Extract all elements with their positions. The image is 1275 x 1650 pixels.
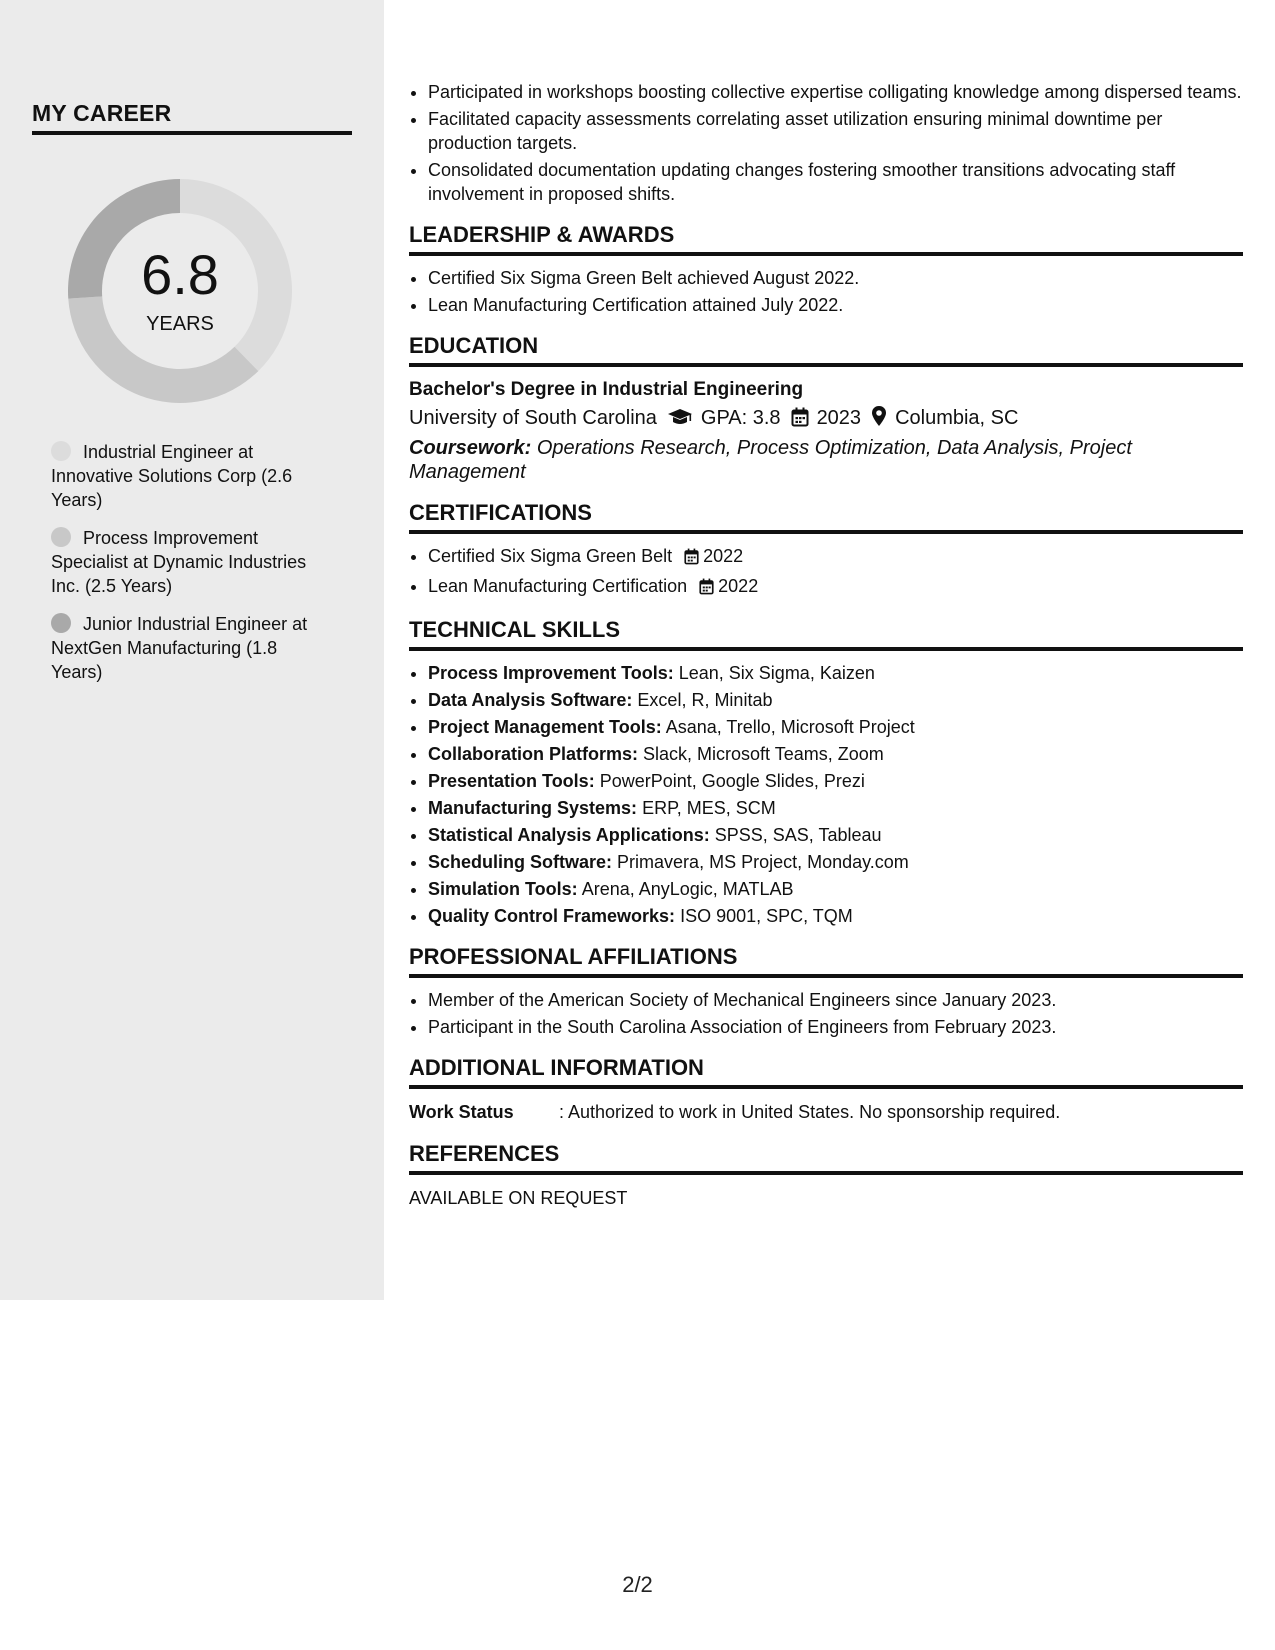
certification-name: Certified Six Sigma Green Belt <box>428 546 673 566</box>
certification-item <box>428 544 1243 571</box>
education-year: 2023 <box>816 407 862 429</box>
education-coursework <box>409 436 1243 484</box>
skill-label: Collaboration Platforms: <box>428 744 639 764</box>
skill-label: Quality Control Frameworks: <box>428 906 676 926</box>
education-gpa: GPA: 3.8 <box>700 407 781 429</box>
skill-value: SPSS, SAS, Tableau <box>714 825 882 845</box>
leadership-item: • Lean Manufacturing Certification attained July 2022. <box>428 293 1243 317</box>
page-number: 2/2 <box>622 1572 653 1597</box>
leadership-list <box>409 266 1243 317</box>
skill-value: PowerPoint, Google Slides, Prezi <box>599 771 865 791</box>
skill-item <box>428 850 1243 874</box>
affiliations-title: PROFESSIONAL AFFILIATIONS <box>409 944 1243 978</box>
certification-year: 2022 <box>718 576 759 596</box>
sidebar-title: MY CAREER <box>32 100 352 135</box>
skill-label: Manufacturing Systems: <box>428 798 638 818</box>
education-title: EDUCATION <box>409 333 1243 367</box>
career-item-text: Process Improvement Specialist at Dynamic Industries Inc. (2.5 Years) <box>51 528 307 596</box>
skill-label: Simulation Tools: <box>428 879 578 899</box>
coursework-label: Coursework: <box>409 437 532 459</box>
career-item <box>51 526 331 598</box>
skill-label: Process Improvement Tools: <box>428 663 674 683</box>
map-pin-icon <box>871 405 887 436</box>
certifications-title: CERTIFICATIONS <box>409 500 1243 534</box>
work-status-value: : Authorized to work in United States. No sponsorship required. <box>559 1102 1061 1122</box>
career-item-text: Industrial Engineer at Innovative Solutions Corp (2.6 Years) <box>51 442 293 510</box>
work-status-row <box>409 1099 1243 1125</box>
references-title: REFERENCES <box>409 1141 1243 1175</box>
skill-value: Primavera, MS Project, Monday.com <box>617 852 909 872</box>
career-dot-1 <box>51 527 71 547</box>
skill-item <box>428 823 1243 847</box>
certification-name: Lean Manufacturing Certification <box>428 576 688 596</box>
skills-title: TECHNICAL SKILLS <box>409 617 1243 651</box>
experience-bullet: • Participated in workshops boosting collective expertise colligating knowledge among dispersed teams. <box>428 80 1243 104</box>
work-status-label: Work Status <box>409 1102 514 1122</box>
career-dot-2 <box>51 613 71 633</box>
education-degree: Bachelor's Degree in Industrial Engineering <box>409 379 804 400</box>
education-school: University of South Carolina <box>409 407 657 429</box>
certification-year: 2022 <box>703 546 744 566</box>
leadership-title: LEADERSHIP & AWARDS <box>409 222 1243 256</box>
certification-item <box>428 574 1243 601</box>
skill-item <box>428 877 1243 901</box>
coursework-value: Operations Research, Process Optimization, Data Analysis, Project Management <box>409 437 1132 483</box>
additional-info-title: ADDITIONAL INFORMATION <box>409 1055 1243 1089</box>
skill-value: Excel, R, Minitab <box>637 690 773 710</box>
references-text: AVAILABLE ON REQUEST <box>409 1188 628 1208</box>
skill-label: Data Analysis Software: <box>428 690 633 710</box>
graduation-cap-icon <box>667 406 693 436</box>
skills-list <box>409 661 1243 928</box>
education-meta <box>409 403 1243 436</box>
skill-item <box>428 661 1243 685</box>
skill-item <box>428 715 1243 739</box>
skill-item <box>428 769 1243 793</box>
education-location: Columbia, SC <box>895 407 1019 429</box>
career-item-text: Junior Industrial Engineer at NextGen Manufacturing (1.8 Years) <box>51 614 308 682</box>
skill-item <box>428 796 1243 820</box>
skill-label: Presentation Tools: <box>428 771 595 791</box>
career-item <box>51 440 331 512</box>
career-list <box>51 440 331 698</box>
calendar-icon <box>791 406 809 436</box>
affiliation-item: • Member of the American Society of Mechanical Engineers since January 2023. <box>428 988 1243 1012</box>
skill-value: Slack, Microsoft Teams, Zoom <box>643 744 884 764</box>
calendar-icon <box>684 547 699 571</box>
affiliations-list <box>409 988 1243 1039</box>
affiliation-item: • Participant in the South Carolina Association of Engineers from February 2023. <box>428 1015 1243 1039</box>
skill-value: Asana, Trello, Microsoft Project <box>665 717 915 737</box>
skill-value: ERP, MES, SCM <box>642 798 776 818</box>
skill-item <box>428 904 1243 928</box>
total-years-value: 6.8 <box>141 243 219 306</box>
experience-bullet: • Facilitated capacity assessments correlating asset utilization ensuring minimal downtime per production targets. <box>428 107 1243 155</box>
main-content <box>409 80 1243 1211</box>
skill-item <box>428 742 1243 766</box>
skill-item <box>428 688 1243 712</box>
skill-label: Project Management Tools: <box>428 717 662 737</box>
total-years-unit: YEARS <box>146 313 214 335</box>
leadership-item: • Certified Six Sigma Green Belt achieved August 2022. <box>428 266 1243 290</box>
skill-label: Scheduling Software: <box>428 852 613 872</box>
career-item <box>51 612 331 684</box>
certifications-list <box>409 544 1243 601</box>
skill-value: ISO 9001, SPC, TQM <box>680 906 853 926</box>
skill-value: Lean, Six Sigma, Kaizen <box>678 663 875 683</box>
experience-bullets <box>409 80 1243 206</box>
career-donut-chart <box>66 177 294 405</box>
career-dot-0 <box>51 441 71 461</box>
experience-bullet: • Consolidated documentation updating changes fostering smoother transitions advocating staff involvement in proposed shifts. <box>428 158 1243 206</box>
calendar-icon <box>699 577 714 601</box>
sidebar <box>0 0 384 1300</box>
skill-label: Statistical Analysis Applications: <box>428 825 710 845</box>
skill-value: Arena, AnyLogic, MATLAB <box>581 879 794 899</box>
